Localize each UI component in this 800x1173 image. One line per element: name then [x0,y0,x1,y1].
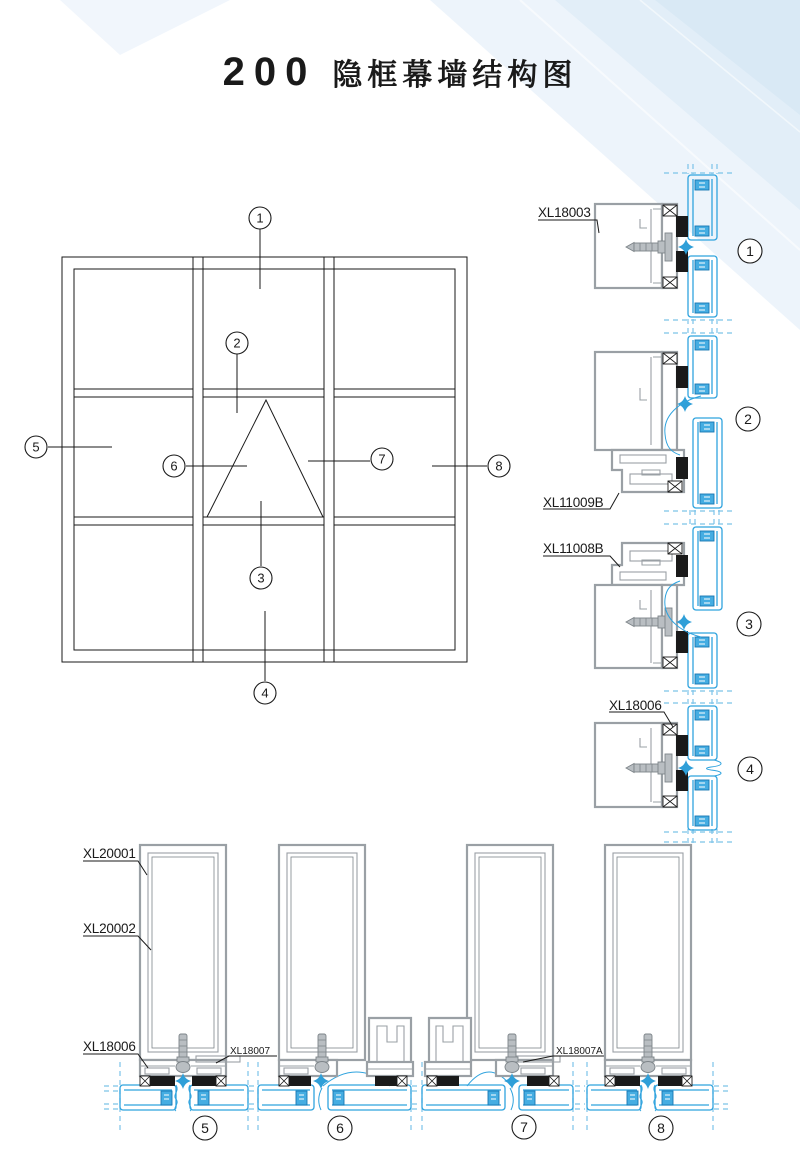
elevation-callout-3 [250,567,272,589]
mullion-profile [605,845,691,1060]
section-detail-4 [595,698,762,807]
vent-triangle [207,400,323,517]
callout-number: 7 [520,1119,528,1135]
label-xl18006-section: XL18006 [609,698,662,713]
callout-number: 4 [261,685,269,701]
callout-number: 8 [495,458,503,474]
label-xl18007a: XL18007A [556,1046,603,1057]
callout-number: 1 [746,243,754,259]
callout-number: 6 [170,458,178,474]
label-xl11009b: XL11009B [543,495,604,510]
title-text: 隐框幕墙结构图 [332,59,578,92]
elevation-callout-6 [163,455,185,477]
plan-callout-6 [328,1116,352,1140]
elevation-callout-5 [25,436,47,458]
mullion-profile [279,845,365,1060]
elevation-callout-8 [488,455,510,477]
callout-number: 3 [745,616,753,632]
section-callout-4 [738,757,762,781]
section-detail-3 [543,541,761,668]
elevation-callout-2 [226,332,248,354]
section-callout-2 [736,407,760,431]
label-xl18003: XL18003 [538,205,591,220]
mullion-profile [467,845,553,1060]
curtain-wall-grid [62,257,467,662]
title-code: 200 [222,50,317,94]
callout-number: 2 [233,335,241,351]
section-detail-2 [543,352,760,510]
mullion-profile [595,352,662,450]
vent-frame-profile [369,1018,411,1062]
elevation-callout-4 [254,682,276,704]
label-xl18007: XL18007 [230,1046,271,1057]
elevation-leader-lines [48,229,487,681]
callout-number: 5 [201,1120,209,1136]
plan-callout-8 [649,1116,673,1140]
section-callout-1 [738,239,762,263]
section-callout-3 [737,612,761,636]
elevation-view [25,207,510,704]
callout-number: 3 [257,570,265,586]
screw-icon [676,614,692,630]
callout-number: 7 [378,451,386,467]
elevation-callout-1 [249,207,271,229]
callout-number: 4 [746,761,754,777]
label-xl20001: XL20001 [83,846,136,861]
mullion-profile [595,585,662,668]
plan-callout-5 [193,1116,217,1140]
label-xl20002: XL20002 [83,921,136,936]
callout-number: 6 [336,1120,344,1136]
vent-frame-profile [429,1018,471,1062]
elevation-callout-7 [371,448,393,470]
callout-number: 8 [657,1120,665,1136]
page-title [0,50,800,95]
mullion-profile [140,845,226,1060]
plan-callout-7 [512,1115,536,1139]
callout-number: 5 [32,439,40,455]
label-xl18006-plan: XL18006 [83,1039,136,1054]
label-xl11008b: XL11008B [543,541,604,556]
plan-detail-8 [605,845,692,1140]
plan-detail-7 [425,845,604,1139]
callout-number: 1 [256,210,264,226]
callout-number: 2 [744,411,752,427]
